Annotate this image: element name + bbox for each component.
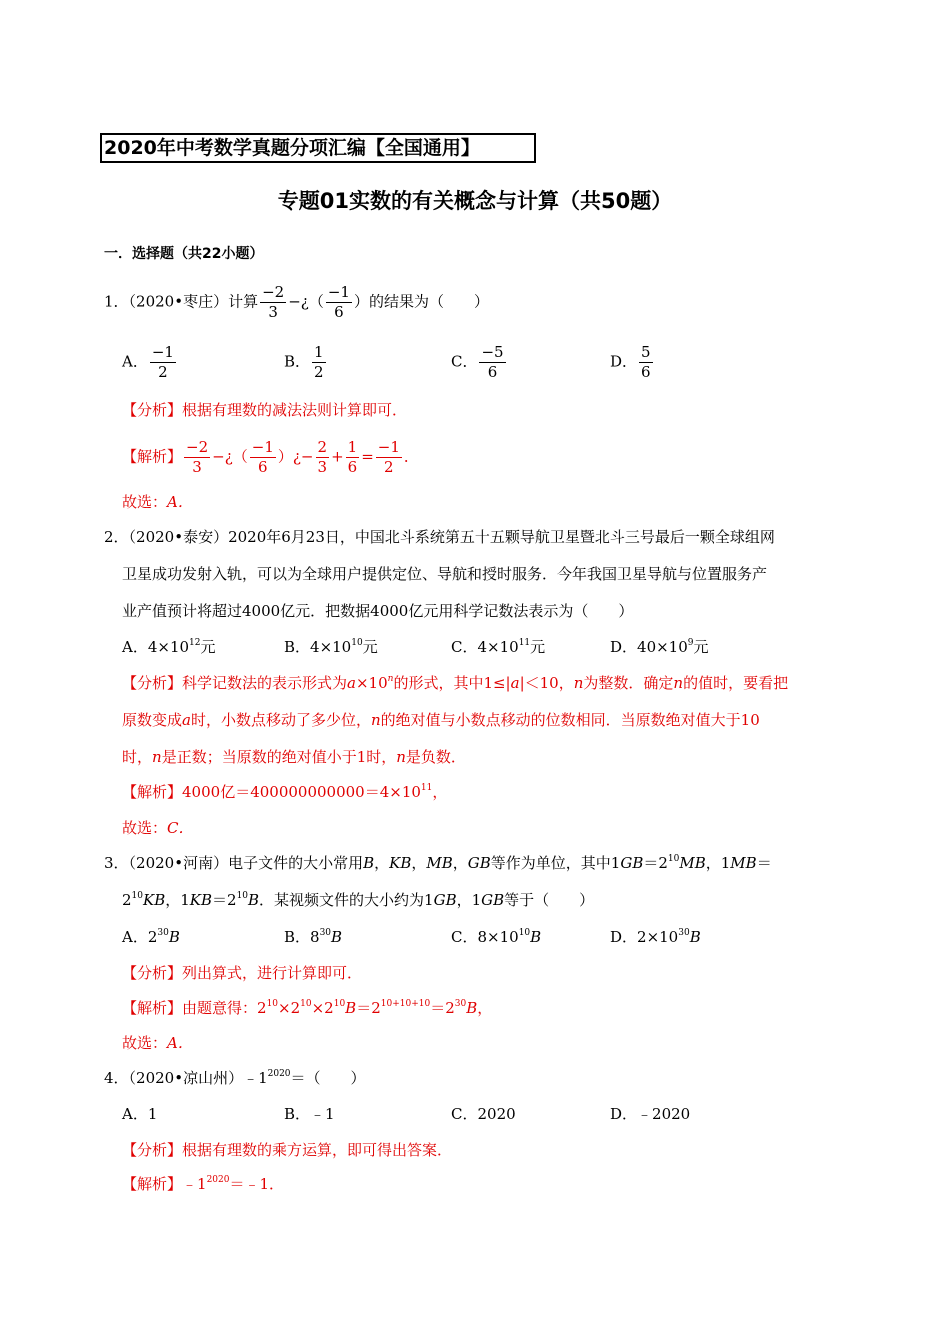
- q4-option-d: D．﹣2020: [610, 1105, 691, 1123]
- q1-option-c: C． $\frac{-5}{6}$: [451, 343, 504, 381]
- q4-solution: 【解析】$﹣1^{2020}=﹣1$．: [122, 1175, 285, 1193]
- q2-analysis-line-1: 【分析】科学记数法的表示形式为$a\times 10^n$的形式，其中1≤|a|＜10，n为整数．确定n的值时，要看把: [122, 674, 789, 692]
- q1-analysis: 【分析】根据有理数的减法法则计算即可．: [122, 401, 408, 419]
- q2-option-c: C．$4\times 10^{11}$元: [451, 638, 546, 656]
- q2-option-a: A．$4\times 10^{12}$元: [122, 638, 216, 656]
- q2-solution: 【解析】4000亿$=400000000000=4\times 10^{11}$，: [122, 783, 448, 801]
- question-1-stem: 1．（2020•枣庄）计算 $\frac{-2}{3}$ −¿（ $\frac{-1}{6}$ ）的结果为（ ）: [104, 283, 489, 321]
- q1-option-a: A． $\frac{-1}{2}$: [122, 343, 174, 381]
- q3-analysis: 【分析】列出算式，进行计算即可．: [122, 964, 363, 982]
- q2-option-d: D．$40\times 10^9$元: [610, 638, 709, 656]
- q2-analysis-line-3: 时，n是正数；当原数的绝对值小于1时，n是负数．: [122, 748, 466, 766]
- q4-option-b: B．﹣1: [284, 1105, 335, 1123]
- q3-option-b: B．$8^{30}B$: [284, 928, 343, 946]
- fraction: $\frac{-1}{6}$: [327, 283, 350, 321]
- q3-option-d: D．$2\times 10^{30}B$: [610, 928, 701, 946]
- q2-analysis-line-2: 原数变成a时，小数点移动了多少位，n的绝对值与小数点移动的位数相同．当原数绝对值大于10: [122, 711, 760, 729]
- q1-solution: 【解析】 $\frac{-2}{3}$ −¿（ $\frac{-1}{6}$ ）¿− $\frac{2}{3}$ + $\frac{1}{6}$ = $\frac{-1}{2}$ ．: [122, 438, 419, 476]
- page-title: 专题01实数的有关概念与计算（共50题）: [277, 189, 673, 213]
- q3-solution: 【解析】由题意得：$2^{10}\times 2^{10}\times 2^{10}B=2^{10+10+10}=2^{30}B$，: [122, 999, 493, 1017]
- question-2-line-1: 2．（2020•泰安）2020年6月23日，中国北斗系统第五十五颗导航卫星暨北斗三号最后一颗全球组网: [104, 528, 775, 546]
- question-2-line-2: 卫星成功发射入轨，可以为全球用户提供定位、导航和授时服务．今年我国卫星导航与位置服务产: [122, 565, 768, 583]
- q3-option-c: C．$8\times 10^{10}B$: [451, 928, 542, 946]
- question-3-line-2: $2^{10}KB$，$1KB=2^{10}B$．某视频文件的大小约为1GB，1GB等于（ ）: [122, 891, 595, 909]
- q2-answer: 故选：C．: [122, 819, 194, 837]
- q1-answer: 故选：A．: [122, 493, 193, 511]
- q2-option-b: B．$4\times 10^{10}$元: [284, 638, 378, 656]
- q1-option-d: D． $\frac{5}{6}$: [610, 343, 651, 381]
- question-4-stem: 4．（2020•凉山州）$﹣1^{2020}=$（ ）: [104, 1069, 366, 1087]
- q4-option-a: A．1: [122, 1105, 158, 1123]
- q4-option-c: C．2020: [451, 1105, 516, 1123]
- q3-option-a: A．$2^{30}B$: [122, 928, 180, 946]
- fraction: $\frac{-2}{3}$: [262, 283, 285, 321]
- collection-banner: 2020年中考数学真题分项汇编【全国通用】: [100, 133, 536, 163]
- q1-option-b: B． $\frac{1}{2}$: [284, 343, 324, 381]
- question-2-line-3: 业产值预计将超过4000亿元．把数据4000亿元用科学记数法表示为（ ）: [122, 602, 634, 620]
- q3-answer: 故选：A．: [122, 1034, 193, 1052]
- question-3-line-1: 3．（2020•河南）电子文件的大小常用B，KB，MB，GB等作为单位，其中$1GB=2^{10}MB$，1MB＝: [104, 854, 772, 872]
- q4-analysis: 【分析】根据有理数的乘方运算，即可得出答案．: [122, 1141, 453, 1159]
- section-heading: 一．选择题（共22小题）: [104, 246, 264, 262]
